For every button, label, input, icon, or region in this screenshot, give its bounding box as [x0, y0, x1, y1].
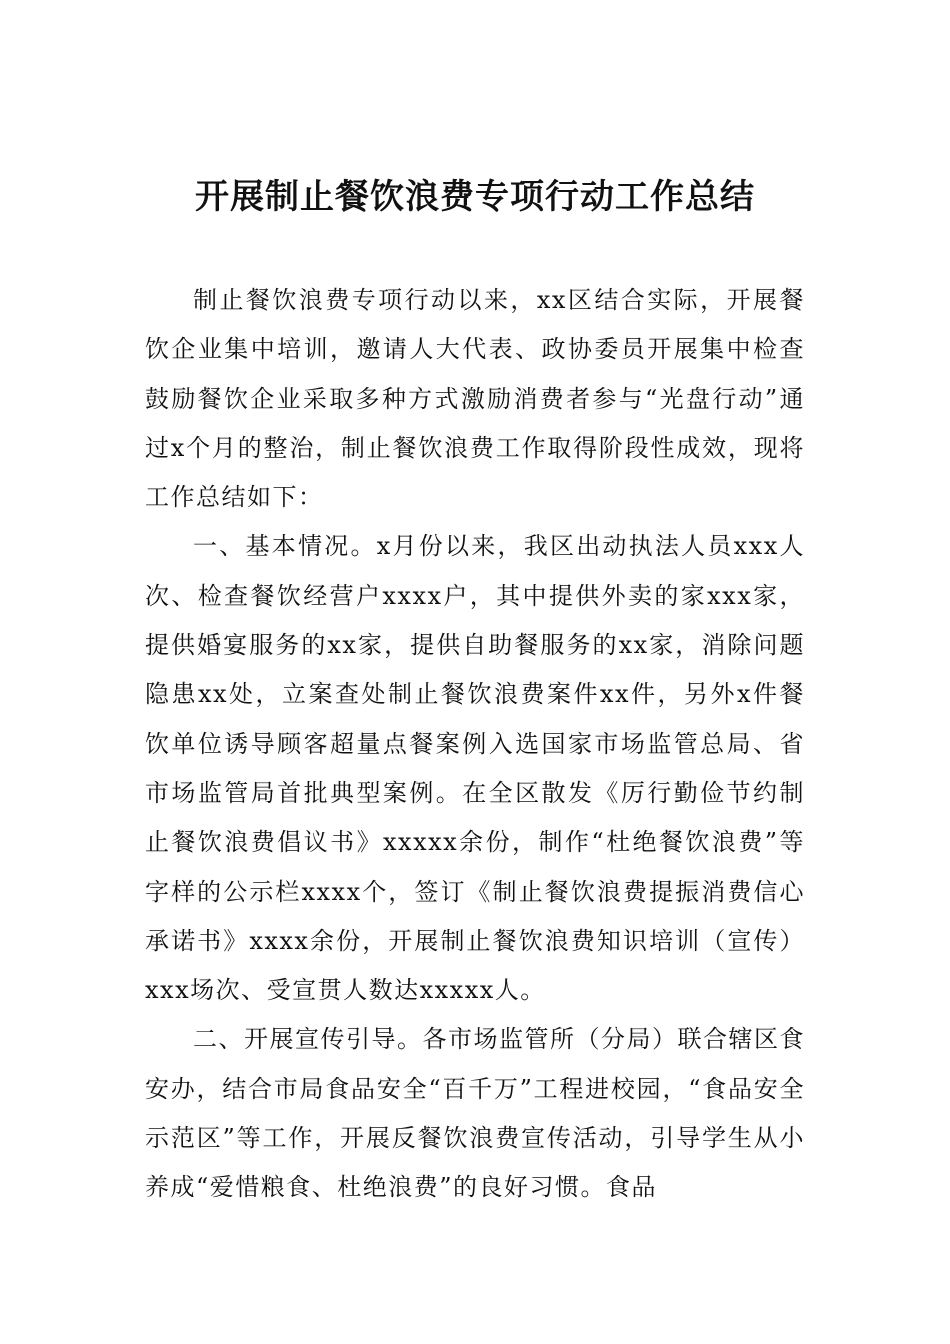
- paragraph-basic-situation: 一、基本情况。x月份以来，我区出动执法人员xxx人次、检查餐饮经营户xxxx户，其中提供外卖的家xxx家，提供婚宴服务的xx家，提供自助餐服务的xx家，消除问题隐患xx处，立案查处制止餐饮浪费案件xx件，另外x件餐饮单位诱导顾客超量点餐案例入选国家市场监管总局、省市场监管局首批典型案例。在全区散发《厉行勤俭节约制止餐饮浪费倡议书》xxxxx余份，制作“杜绝餐饮浪费”等字样的公示栏xxxx个，签订《制止餐饮浪费提振消费信心承诺书》xxxx余份，开展制止餐饮浪费知识培训（宣传）xxx场次、受宣贯人数达xxxxx人。: [145, 532, 805, 1005]
- paragraph-publicity-guidance: 二、开展宣传引导。各市场监管所（分局）联合辖区食安办，结合市局食品安全“百千万”工程进校园，“食品安全示范区”等工作，开展反餐饮浪费宣传活动，引导学生从小养成“爱惜粮食、杜绝浪费”的良好习惯。食品: [145, 1025, 805, 1202]
- paragraph-intro: 制止餐饮浪费专项行动以来，xx区结合实际，开展餐饮企业集中培训，邀请人大代表、政协委员开展集中检查鼓励餐饮企业采取多种方式激励消费者参与“光盘行动”通过x个月的整治，制止餐饮浪费工作取得阶段性成效，现将工作总结如下：: [145, 286, 805, 512]
- document-body: [145, 276, 805, 1213]
- document-title: 开展制止餐饮浪费专项行动工作总结: [195, 177, 755, 217]
